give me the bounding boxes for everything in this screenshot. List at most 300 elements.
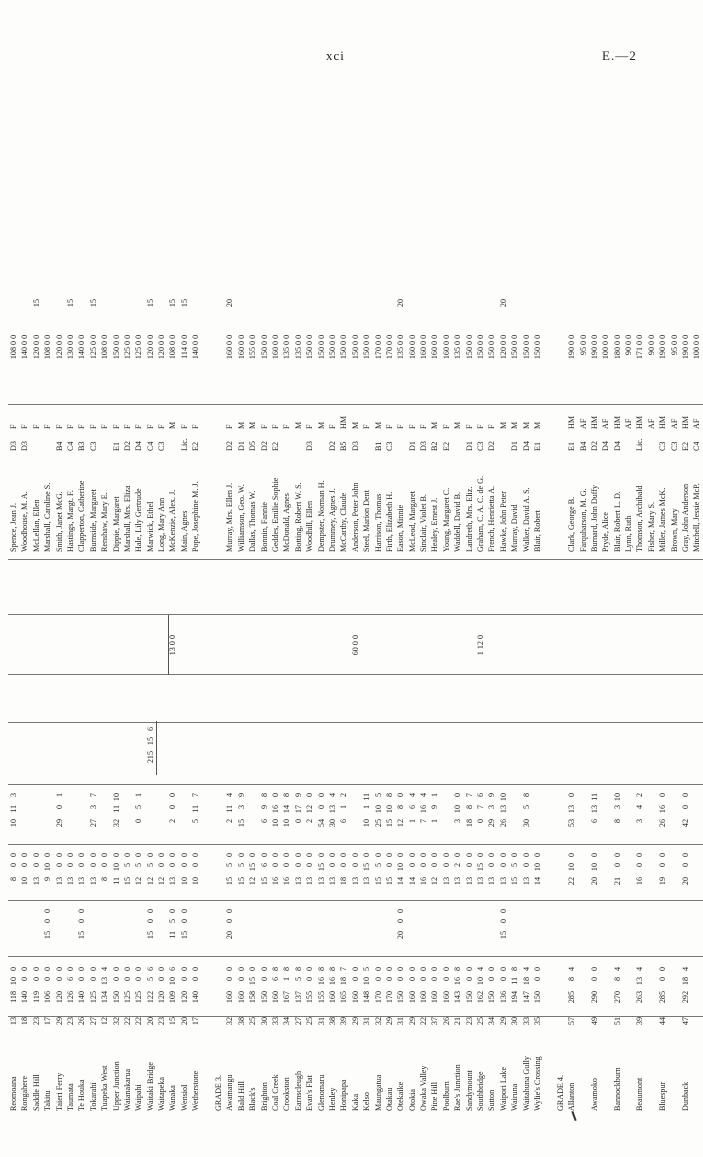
cell-x4 xyxy=(179,635,190,665)
cell-sal2: 0 0 xyxy=(635,334,645,345)
cell-sal2: 0 0 xyxy=(441,334,451,345)
cell-c_s: 11 xyxy=(225,805,235,813)
cell-sex: AF xyxy=(624,418,634,429)
cell-c_l xyxy=(509,819,520,837)
cell-s_s: 0 xyxy=(350,977,360,982)
cell-att: 25 xyxy=(305,1017,315,1026)
cell-r_s xyxy=(623,863,634,876)
cell-b_l xyxy=(475,931,486,949)
cell-r_d: 0 xyxy=(658,853,668,858)
cell-x4 xyxy=(634,635,645,665)
cell-r_d: 0 xyxy=(100,853,110,858)
cell-teacher: Thomson, Archibald xyxy=(635,485,645,552)
cell-extra: 20 xyxy=(225,299,235,308)
cell-x1 xyxy=(167,751,178,775)
cell-sal: 150 xyxy=(327,347,337,360)
cell-c_d: 4 xyxy=(225,793,235,798)
cell-s_s: 0 xyxy=(487,977,497,982)
cell-b_s xyxy=(441,919,452,930)
cell-x4 xyxy=(247,635,258,665)
cell-b_l xyxy=(327,931,338,949)
cell-s_s: 5 xyxy=(293,977,303,982)
cell-sex: M xyxy=(453,421,463,429)
cell-sal2: 0 0 xyxy=(179,334,189,345)
cell-x3 xyxy=(543,727,554,736)
cell-att: 23 xyxy=(65,1017,75,1026)
cell-b_s: 0 xyxy=(396,919,406,924)
cell-c_l xyxy=(600,819,611,837)
cell-x3 xyxy=(236,727,247,736)
cell-sex: F xyxy=(225,424,235,429)
cell-s_s: 0 xyxy=(31,977,41,982)
cell-s_d: 6 xyxy=(168,967,178,972)
cell-sal2: 0 0 xyxy=(487,334,497,345)
cell-x4 xyxy=(281,635,292,665)
cell-x4 xyxy=(418,635,429,665)
cell-c_l: 12 xyxy=(396,819,406,828)
cell-r_l: 14 xyxy=(532,877,542,886)
cell-s_l: 170 xyxy=(373,991,383,1004)
cell-school xyxy=(669,1037,680,1111)
cell-c_l: 15 xyxy=(236,819,246,828)
cell-c_s: 3 xyxy=(236,805,246,810)
column-divider xyxy=(8,844,703,845)
cell-sal2: 0 0 xyxy=(236,334,246,345)
cell-s_d: 0 xyxy=(384,967,394,972)
cell-x2 xyxy=(8,737,19,750)
cell-s_d xyxy=(623,967,634,976)
cell-x2 xyxy=(304,737,315,750)
cell-x4 xyxy=(65,635,76,665)
cell-cls: D2 xyxy=(122,441,132,451)
cell-school: Beaumont xyxy=(635,1077,645,1111)
cell-r_s: 0 xyxy=(327,863,337,868)
cell-x3 xyxy=(76,727,87,736)
cell-c_d: 1 xyxy=(134,793,144,798)
cell-sal2: 0 0 xyxy=(100,334,110,345)
cell-teacher: Gray, John Anderson xyxy=(681,483,691,552)
cell-x1 xyxy=(31,751,42,775)
cell-s_d: 0 xyxy=(65,967,75,972)
cell-x4 xyxy=(259,635,270,665)
cell-x3 xyxy=(213,727,224,736)
cell-sal: 171 xyxy=(635,347,645,360)
cell-sex: F xyxy=(9,424,18,429)
cell-x1 xyxy=(486,751,497,775)
cell-r_d: 0 xyxy=(510,853,520,858)
cell-r_l: 15 xyxy=(384,877,394,886)
cell-s_l xyxy=(555,991,566,1011)
column-x4 xyxy=(8,635,703,665)
cell-extra xyxy=(555,299,566,315)
cell-b_l xyxy=(555,931,566,949)
cell-c_l: 26 xyxy=(498,819,508,828)
cell-c_s xyxy=(213,805,224,818)
cell-s_s: 0 xyxy=(464,977,474,982)
cell-r_l xyxy=(623,877,634,893)
cell-x4 xyxy=(338,635,349,665)
cell-s_s: 0 xyxy=(236,977,246,982)
cell-r_d xyxy=(555,853,566,862)
column-c_s xyxy=(8,805,703,818)
cell-x2 xyxy=(373,737,384,750)
cell-school: GRADE 3. xyxy=(214,1075,224,1111)
cell-c_l: 10 xyxy=(362,819,372,828)
cell-r_d: 0 xyxy=(567,853,577,858)
cell-school: Poolburn xyxy=(441,1081,451,1111)
cell-r_s: 10 xyxy=(567,863,577,872)
cell-s_l: 155 xyxy=(305,991,315,1004)
cell-r_s: 10 xyxy=(396,863,406,872)
cell-sex: HM xyxy=(612,415,622,429)
cell-sal2: 0 0 xyxy=(31,334,41,345)
cell-r_s xyxy=(600,863,611,876)
cell-att xyxy=(623,1017,634,1035)
cell-s_l: 270 xyxy=(612,991,622,1004)
cell-s_d: 8 xyxy=(453,967,463,972)
cell-teacher: French, Henrietta A. xyxy=(487,485,497,552)
cell-school xyxy=(543,1037,554,1111)
cell-x3 xyxy=(281,727,292,736)
cell-b_d xyxy=(589,909,600,918)
cell-b_s xyxy=(304,919,315,930)
cell-sal2: 0 0 xyxy=(134,334,144,345)
cell-x1 xyxy=(475,751,486,775)
cell-extra xyxy=(669,299,680,315)
cell-x3 xyxy=(373,727,384,736)
cell-school: Evan's Flat xyxy=(305,1075,315,1111)
cell-s_d: 0 xyxy=(430,967,440,972)
cell-c_l: 18 xyxy=(464,819,474,828)
cell-sex: HM xyxy=(658,415,668,429)
cell-sal: 160 xyxy=(270,347,280,360)
cell-c_s: 10 xyxy=(373,805,383,814)
cell-r_s: 0 xyxy=(77,863,87,868)
cell-x1 xyxy=(532,751,543,775)
column-sal2 xyxy=(8,327,703,345)
cell-b_d xyxy=(293,909,304,918)
cell-c_l: 54 xyxy=(316,819,326,828)
cell-s_s xyxy=(555,977,566,990)
cell-cls: C4 xyxy=(145,441,155,451)
cell-extra: 15 xyxy=(179,299,189,308)
cell-s_d: 0 xyxy=(396,967,406,972)
cell-x3 xyxy=(167,727,178,736)
cell-b_l xyxy=(612,931,623,949)
column-divider xyxy=(8,784,703,785)
cell-c_s: 11 xyxy=(111,805,121,813)
cell-x1 xyxy=(361,751,372,775)
cell-r_s: 0 xyxy=(31,863,41,868)
cell-sex: F xyxy=(384,424,394,429)
cell-x1 xyxy=(657,751,668,775)
cell-sal: 100 xyxy=(601,347,611,360)
cell-b_l xyxy=(236,931,247,949)
cell-b_l xyxy=(373,931,384,949)
cell-x4 xyxy=(99,635,110,665)
cell-s_s: 13 xyxy=(635,977,645,986)
cell-r_l: 12 xyxy=(145,877,155,886)
cell-x2 xyxy=(270,737,281,750)
cell-x2 xyxy=(532,737,543,750)
cell-c_s xyxy=(31,805,42,818)
cell-x1 xyxy=(623,751,634,775)
cell-s_l xyxy=(669,991,680,1011)
cell-b_l xyxy=(270,931,281,949)
cell-s_s: 0 xyxy=(658,977,668,982)
cell-x2 xyxy=(99,737,110,750)
cell-x3 xyxy=(224,727,235,736)
cell-c_d xyxy=(122,793,133,804)
cell-c_d xyxy=(578,793,589,804)
cell-sal2: 0 0 xyxy=(270,334,280,345)
subtotal-rule xyxy=(168,615,169,675)
cell-x3 xyxy=(88,727,99,736)
cell-s_s: 0 xyxy=(498,977,508,982)
cell-school: Bluespur xyxy=(658,1081,668,1111)
cell-s_d: 0 xyxy=(498,967,508,972)
cell-r_l: 12 xyxy=(248,877,258,886)
cell-sal: 160 xyxy=(419,347,429,360)
column-sal xyxy=(8,347,703,365)
cell-r_d xyxy=(691,853,702,862)
cell-r_s: 0 xyxy=(9,863,18,868)
cell-r_s: 0 xyxy=(612,863,622,868)
cell-c_s: 5 xyxy=(134,805,144,810)
cell-b_d xyxy=(270,909,281,918)
cell-sex: F xyxy=(145,424,155,429)
cell-c_l xyxy=(65,819,76,837)
cell-r_l: 9 xyxy=(43,877,53,882)
cell-c_s xyxy=(76,805,87,818)
cell-att xyxy=(646,1017,657,1035)
cell-school: Waianakarua xyxy=(122,1068,132,1111)
cell-r_s: 5 xyxy=(236,863,246,868)
cell-sex: HM xyxy=(339,415,349,429)
cell-x4 xyxy=(441,635,452,665)
cell-c_s xyxy=(350,805,361,818)
cell-x1 xyxy=(88,751,99,775)
subtotal-rule xyxy=(156,721,157,775)
cell-x4 xyxy=(407,635,418,665)
cell-s_l: 118 xyxy=(9,991,18,1003)
cell-r_s: 0 xyxy=(20,863,30,868)
cell-s_s: 13 xyxy=(100,977,110,986)
cell-x4: 1 12 0 xyxy=(476,635,486,656)
cell-x4 xyxy=(19,635,30,665)
cell-r_d xyxy=(578,853,589,862)
cell-r_d: 0 xyxy=(54,853,64,858)
cell-att: 18 xyxy=(20,1017,30,1026)
cell-sex: F xyxy=(305,424,315,429)
cell-teacher: Waddell, David B. xyxy=(453,491,463,552)
cell-r_d: 0 xyxy=(9,853,18,858)
cell-att: 31 xyxy=(316,1017,326,1026)
cell-b_s xyxy=(634,919,645,930)
cell-x3 xyxy=(509,727,520,736)
cell-s_l: 137 xyxy=(293,991,303,1004)
cell-c_s xyxy=(145,805,156,818)
cell-c_l: 0 xyxy=(476,819,486,824)
cell-b_d xyxy=(384,909,395,918)
cell-teacher: Mitchell, Jessie McP. xyxy=(692,483,702,552)
cell-sal: 150 xyxy=(305,347,315,360)
cell-extra xyxy=(202,299,213,315)
cell-sal: 160 xyxy=(441,347,451,360)
cell-c_l: 2 xyxy=(225,819,235,824)
cell-s_d: 0 xyxy=(464,967,474,972)
cell-b_s xyxy=(202,919,213,930)
cell-c_d xyxy=(99,793,110,804)
cell-sex: F xyxy=(419,424,429,429)
cell-b_s xyxy=(361,919,372,930)
cell-att: 39 xyxy=(635,1017,645,1026)
cell-s_l: 160 xyxy=(236,991,246,1004)
cell-extra xyxy=(304,299,315,315)
cell-c_l xyxy=(156,819,167,837)
cell-r_s: 0 xyxy=(88,863,98,868)
cell-b_d xyxy=(122,909,133,918)
cell-b_l: 20 xyxy=(225,931,235,940)
cell-b_d xyxy=(202,909,213,918)
cell-r_d: 0 xyxy=(635,853,645,858)
cell-s_l: 125 xyxy=(88,991,98,1004)
cell-s_s xyxy=(691,977,702,990)
cell-x1 xyxy=(384,751,395,775)
cell-cls: C3 xyxy=(384,441,394,451)
cell-x3 xyxy=(42,727,53,736)
cell-c_l: 0 xyxy=(134,819,144,824)
cell-school: Waitapeka xyxy=(157,1077,167,1111)
cell-x1 xyxy=(373,751,384,775)
cell-cls: E1 xyxy=(111,442,121,451)
cell-sal: 140 xyxy=(77,347,87,360)
cell-x3 xyxy=(293,727,304,736)
cell-r_s: 0 xyxy=(270,863,280,868)
cell-c_s xyxy=(42,805,53,818)
cell-s_d: 0 xyxy=(77,967,87,972)
cell-cls: D3 xyxy=(305,441,315,451)
cell-c_l xyxy=(145,819,156,837)
cell-x3 xyxy=(532,727,543,736)
cell-school: Otakau xyxy=(384,1087,394,1111)
cell-c_s xyxy=(578,805,589,818)
cell-cls: Lic. xyxy=(179,438,189,451)
cell-s_l: 106 xyxy=(43,991,53,1004)
cell-c_l: 27 xyxy=(88,819,98,828)
cell-c_s xyxy=(202,805,213,818)
cell-cls xyxy=(623,433,634,451)
cell-teacher: Harrison, Thomas xyxy=(373,493,383,552)
cell-x4 xyxy=(202,635,213,665)
column-school xyxy=(8,1037,703,1111)
cell-s_l: 158 xyxy=(248,991,258,1004)
cell-s_s: 15 xyxy=(248,977,258,986)
cell-c_l: 1 xyxy=(407,819,417,824)
cell-extra xyxy=(418,299,429,315)
cell-c_d: 7 xyxy=(191,793,201,798)
cell-s_d: 0 xyxy=(532,967,542,972)
cell-b_d xyxy=(373,909,384,918)
cell-r_s: 0 xyxy=(157,863,167,868)
cell-teacher: Pope, Josephine M. J. xyxy=(191,481,201,552)
cell-x2 xyxy=(76,737,87,750)
cell-extra xyxy=(589,299,600,315)
cell-x2 xyxy=(19,737,30,750)
cell-b_l xyxy=(247,931,258,949)
cell-school: Otokia xyxy=(407,1088,417,1111)
column-x2 xyxy=(8,737,703,750)
cell-att: 32 xyxy=(111,1017,121,1026)
cell-x4 xyxy=(464,635,475,665)
cell-att: 20 xyxy=(179,1017,189,1026)
cell-x4 xyxy=(498,635,509,665)
cell-sex: M xyxy=(236,421,246,429)
cell-b_l xyxy=(259,931,270,949)
cell-sex xyxy=(555,413,566,429)
cell-sal: 130 xyxy=(65,347,75,360)
cell-c_d xyxy=(202,793,213,804)
cell-teacher: Hale, Lily Gertrude xyxy=(134,488,144,552)
cell-s_s: 0 xyxy=(407,977,417,982)
cell-r_l xyxy=(213,877,224,893)
cell-sal2: 0 0 xyxy=(419,334,429,345)
cell-r_d: 0 xyxy=(681,853,691,858)
cell-sex: F xyxy=(396,424,406,429)
cell-b_s xyxy=(65,919,76,930)
cell-sal: 108 xyxy=(9,347,18,360)
cell-school: Dunback xyxy=(681,1081,691,1111)
cell-sal2: 0 0 xyxy=(646,334,656,345)
cell-s_l: 140 xyxy=(77,991,87,1004)
cell-c_s: 11 xyxy=(191,805,201,813)
cell-s_l: 160 xyxy=(270,991,280,1004)
cell-x1 xyxy=(259,751,270,775)
cell-cls xyxy=(361,433,372,451)
cell-sex: F xyxy=(88,424,98,429)
cell-r_s xyxy=(202,863,213,876)
cell-c_d: 0 xyxy=(567,793,577,798)
cell-extra xyxy=(327,299,338,315)
cell-c_s: 4 xyxy=(635,805,645,810)
cell-att: 22 xyxy=(122,1017,132,1026)
cell-x4 xyxy=(509,635,520,665)
cell-r_d: 0 xyxy=(464,853,474,858)
cell-sex: F xyxy=(20,424,30,429)
cell-teacher: Clapperton, Catherine xyxy=(77,480,87,552)
cell-b_s xyxy=(270,919,281,930)
cell-s_l xyxy=(213,991,224,1011)
cell-teacher: Steel, Marion Dent xyxy=(362,490,372,552)
cell-extra xyxy=(293,299,304,315)
cell-b_s xyxy=(99,919,110,930)
cell-s_d: 8 xyxy=(510,967,520,972)
cell-c_d xyxy=(646,793,657,804)
cell-s_d: 0 xyxy=(487,967,497,972)
cell-c_d xyxy=(247,793,258,804)
cell-x2 xyxy=(316,737,327,750)
cell-b_s xyxy=(247,919,258,930)
cell-x2 xyxy=(213,737,224,750)
cell-s_l: 162 xyxy=(476,991,486,1004)
cell-b_l xyxy=(464,931,475,949)
cell-sal2 xyxy=(543,327,554,345)
cell-r_d: 0 xyxy=(179,853,189,858)
cell-x2 xyxy=(156,737,167,750)
cell-x4 xyxy=(532,635,543,665)
cell-s_l: 160 xyxy=(441,991,451,1004)
cell-school: Takitu xyxy=(43,1090,53,1111)
